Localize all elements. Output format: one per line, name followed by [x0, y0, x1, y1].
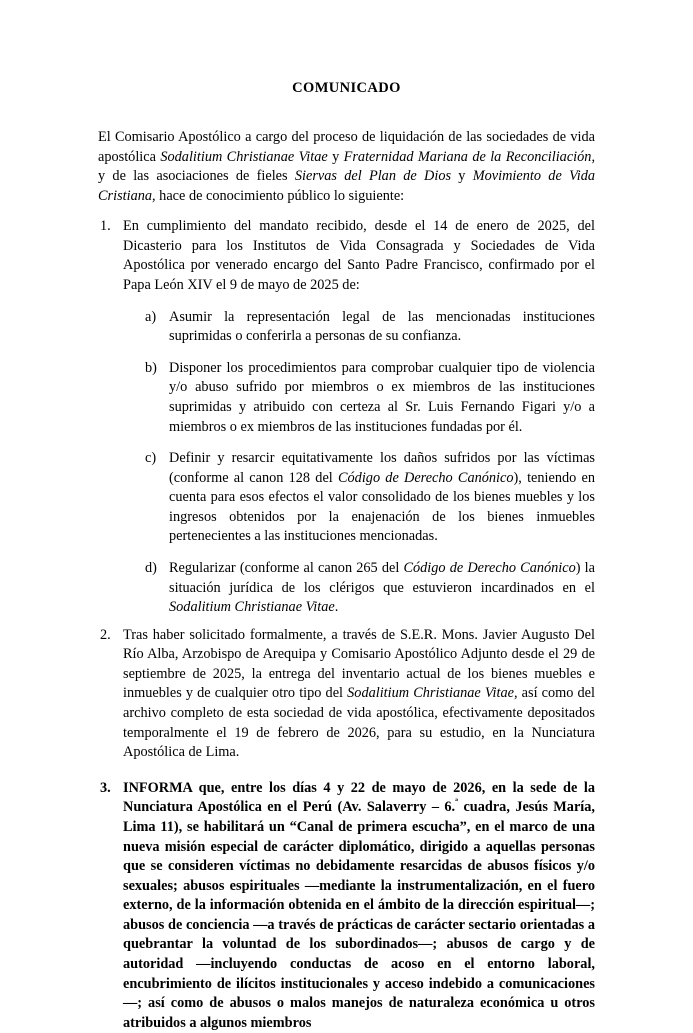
intro-text-3: , y de las asociaciones de fieles: [98, 148, 596, 185]
list-item-2-marker: 2.: [100, 626, 111, 643]
sublist-item-d-text-2: ) la situación jurídica de los clérigos que estuvieron incardinados en el: [169, 559, 595, 596]
intro-italic-sodalitium: Sodalitium Christianae Vitae: [160, 148, 328, 165]
sublist-item-1: [123, 308, 595, 618]
sublist-item-a-text: Asumir la representación legal de las mencionadas instituciones suprimidas o conferirla a personas de su confianza.: [169, 308, 595, 345]
numbered-list: [98, 217, 595, 1033]
list-item-2-italic-sodalitium: Sodalitium Christianae Vitae: [347, 685, 514, 702]
sublist-item-b-marker: b): [145, 359, 157, 376]
list-item-2-text: [123, 626, 595, 763]
intro-italic-movimiento: Movimiento de Vida Cristiana: [98, 168, 596, 204]
document-body: [98, 128, 595, 1033]
intro-paragraph: [98, 128, 595, 206]
sublist-item-d-text: [169, 559, 595, 618]
ordinal-superscript: ª: [455, 797, 459, 809]
sublist-item-c-text-1: Definir y resarcir equitativamente los daños sufridos por las víctimas (conforme al canon 128 del: [169, 450, 595, 486]
intro-italic-fraternidad: Fraternidad Mariana de la Reconciliación: [343, 148, 592, 165]
list-item-1-marker: 1.: [100, 218, 111, 235]
list-item-2-text-2: , así como del archivo completo de esta sociedad de vida apostólica, efectivamente depositados temporalmente el 19 de febrero de 2026, para su estudio, en la Nunciatura Apostólica de Lima.: [123, 685, 595, 761]
list-item-1-text: En cumplimiento del mandato recibido, desde el 14 de enero de 2025, del Dicasterio para los Institutos de Vida Consagrada y Sociedades de Vida Apostólica por venerado encargo del Santo Padre Francisco, confirmado por el Papa León XIV el 9 de mayo de 2025 de:: [123, 218, 595, 294]
intro-italic-siervas: Siervas del Plan de Dios: [294, 168, 452, 185]
sublist-item-d-marker: d): [145, 559, 157, 576]
intro-text-2: y: [327, 148, 344, 165]
intro-text-1: El Comisario Apostólico a cargo del proceso de liquidación de las sociedades de vida apostólica: [98, 129, 595, 165]
sublist-item-d: [145, 559, 595, 618]
sublist-item-c-text: [169, 449, 595, 547]
sublist-item-d-italic-sodalitium: Sodalitium Christianae Vitae: [169, 599, 335, 616]
list-item-3-text-1: INFORMA que, entre los días 4 y 22 de mayo de 2026, en la sede de la Nunciatura Apostólica en el Perú (Av. Salaverry – 6.: [123, 779, 595, 816]
sublist-item-b-text: Disponer los procedimientos para comprobar cualquier tipo de violencia y/o abuso sufrido por miembros o ex miembros de las instituciones suprimidas y atribuido con certeza al Sr. Luis Fernando Figari y/o a miembros o ex miembros de las instituciones fundadas por él.: [169, 359, 595, 435]
sublist-item-d-text-3: .: [334, 599, 339, 616]
list-item-2-text-1: Tras haber solicitado formalmente, a través de S.E.R. Mons. Javier Augusto Del Río Alba, Arzobispo de Arequipa y Comisario Apostólico Adjunto desde el 29 de septiembre de 2025, la entrega del inventario actual de los bienes muebles e inmuebles y de cualquier otro tipo del: [123, 626, 595, 702]
sublist-item-c: [145, 449, 595, 547]
sublist-item-a-marker: a): [145, 308, 157, 325]
sublist-item-a: [145, 308, 595, 347]
intro-text-5: , hace de conocimiento público lo siguiente:: [152, 187, 405, 204]
sublist-item-d-text-1: Regularizar (conforme al canon 265 del: [169, 559, 404, 576]
sublist-item-c-italic-codigo: Código de Derecho Canónico: [337, 469, 514, 486]
list-item-3-marker: 3.: [100, 779, 111, 796]
sublist-item-c-text-2: ), teniendo en cuenta para esos efectos el valor consolidado de los bienes muebles y los ingresos obtenidos por la enajenación de los bienes inmuebles pertenecientes a las instituciones mencionadas.: [169, 469, 596, 545]
list-item-2: [98, 626, 595, 763]
sublist-item-c-marker: c): [145, 450, 157, 467]
intro-text-4: y: [451, 168, 473, 185]
list-item-3-text-2: cuadra, Jesús María, Lima 11), se habilitará un “Canal de primera escucha”, en el marco de una nueva misión especial de carácter diplomático, dirigido a aquellas personas que se consideren víctimas no debidamente resarcidas de abusos físicos y/o sexuales; abusos espirituales —mediante la instrumentalización, en el fuero externo, de la información obtenida en el ámbito de la dirección espiritual—; abusos de conciencia —a través de prácticas de carácter sectario orientadas a quebrantar la voluntad de los subordinados—; abusos de cargo y de autoridad —incluyendo conductas de acoso en el entorno laboral, encubrimiento de ilícitos institucionales y acceso indebido a comunicaciones—; así como de abusos o malos manejos de naturaleza económica u otros atribuidos a algunos miembros: [123, 799, 595, 1031]
list-item-3-text: [123, 779, 595, 1033]
sublist-item-b: [145, 359, 595, 437]
list-item-3: [98, 779, 595, 1033]
sublist-item-d-italic-codigo: Código de Derecho Canónico: [403, 559, 576, 576]
page-title: COMUNICADO: [292, 80, 401, 96]
list-item-1: [98, 217, 595, 617]
